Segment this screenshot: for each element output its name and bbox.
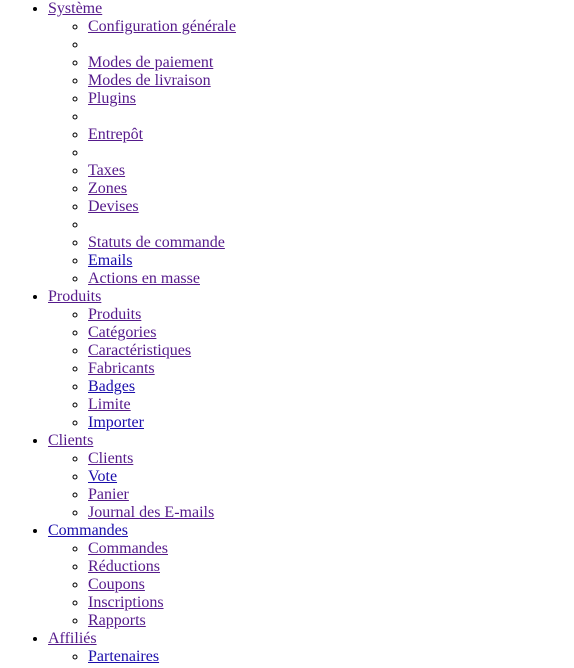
nav-link-categories[interactable]: Catégories	[88, 324, 157, 341]
list-item	[88, 450, 574, 468]
list-item	[88, 648, 574, 666]
empty-list-item	[88, 144, 574, 162]
list-item	[88, 414, 574, 432]
nav-link-journal-des-emails[interactable]: Journal des E-mails	[88, 504, 215, 521]
nav-link-emails[interactable]: Emails	[88, 252, 133, 269]
submenu-commandes	[48, 540, 574, 630]
nav-link-actions-en-masse[interactable]: Actions en masse	[88, 270, 200, 287]
list-item	[88, 54, 574, 72]
nav-section-clients	[48, 432, 574, 522]
nav-link-clients-section[interactable]: Clients	[48, 432, 94, 449]
nav-link-zones[interactable]: Zones	[88, 180, 128, 197]
nav-section-systeme	[48, 0, 574, 288]
empty-list-item	[88, 36, 574, 54]
nav-link-devises[interactable]: Devises	[88, 198, 139, 215]
nav-link-importer[interactable]: Importer	[88, 414, 144, 431]
nav-link-configuration-generale[interactable]: Configuration générale	[88, 18, 236, 35]
nav-link-plugins[interactable]: Plugins	[88, 90, 137, 107]
list-item	[88, 558, 574, 576]
list-item	[88, 270, 574, 288]
submenu-affilies	[48, 648, 574, 666]
nav-section-affilies	[48, 630, 574, 666]
submenu-systeme	[48, 18, 574, 288]
nav-link-systeme[interactable]: Système	[48, 0, 103, 17]
list-item	[88, 126, 574, 144]
list-item	[88, 72, 574, 90]
nav-link-partenaires[interactable]: Partenaires	[88, 648, 160, 665]
nav-link-entrepot[interactable]: Entrepôt	[88, 126, 144, 143]
list-item	[88, 234, 574, 252]
nav-link-inscriptions[interactable]: Inscriptions	[88, 594, 164, 611]
nav-link-modes-de-livraison[interactable]: Modes de livraison	[88, 72, 211, 89]
nav-link-coupons[interactable]: Coupons	[88, 576, 145, 593]
nav-link-statuts-de-commande[interactable]: Statuts de commande	[88, 234, 225, 251]
nav-link-commandes-section[interactable]: Commandes	[48, 522, 128, 539]
submenu-clients	[48, 450, 574, 522]
nav-link-clients[interactable]: Clients	[88, 450, 134, 467]
nav-link-badges[interactable]: Badges	[88, 378, 136, 395]
nav-link-modes-de-paiement[interactable]: Modes de paiement	[88, 54, 214, 71]
list-item	[88, 342, 574, 360]
nav-link-rapports[interactable]: Rapports	[88, 612, 146, 629]
nav-link-panier[interactable]: Panier	[88, 486, 129, 503]
nav-link-commandes[interactable]: Commandes	[88, 540, 168, 557]
list-item	[88, 162, 574, 180]
nav-link-vote[interactable]: Vote	[88, 468, 118, 485]
submenu-produits	[48, 306, 574, 432]
empty-list-item	[88, 216, 574, 234]
list-item	[88, 468, 574, 486]
list-item	[88, 576, 574, 594]
nav-link-taxes[interactable]: Taxes	[88, 162, 126, 179]
list-item	[88, 594, 574, 612]
nav-link-caracteristiques[interactable]: Caractéristiques	[88, 342, 192, 359]
list-item	[88, 360, 574, 378]
list-item	[88, 180, 574, 198]
list-item	[88, 612, 574, 630]
nav-link-fabricants[interactable]: Fabricants	[88, 360, 155, 377]
list-item	[88, 540, 574, 558]
list-item	[88, 324, 574, 342]
list-item	[88, 18, 574, 36]
nav-link-produits[interactable]: Produits	[88, 306, 142, 323]
list-item	[88, 90, 574, 108]
nav-section-produits	[48, 288, 574, 432]
list-item	[88, 486, 574, 504]
list-item	[88, 252, 574, 270]
nav-link-affilies-section[interactable]: Affiliés	[48, 630, 97, 647]
nav-section-commandes	[48, 522, 574, 630]
nav-link-limite[interactable]: Limite	[88, 396, 131, 413]
list-item	[88, 396, 574, 414]
nav-link-reductions[interactable]: Réductions	[88, 558, 160, 575]
list-item	[88, 306, 574, 324]
list-item	[88, 378, 574, 396]
list-item	[88, 198, 574, 216]
list-item	[88, 504, 574, 522]
nav-link-produits-section[interactable]: Produits	[48, 288, 102, 305]
empty-list-item	[88, 108, 574, 126]
